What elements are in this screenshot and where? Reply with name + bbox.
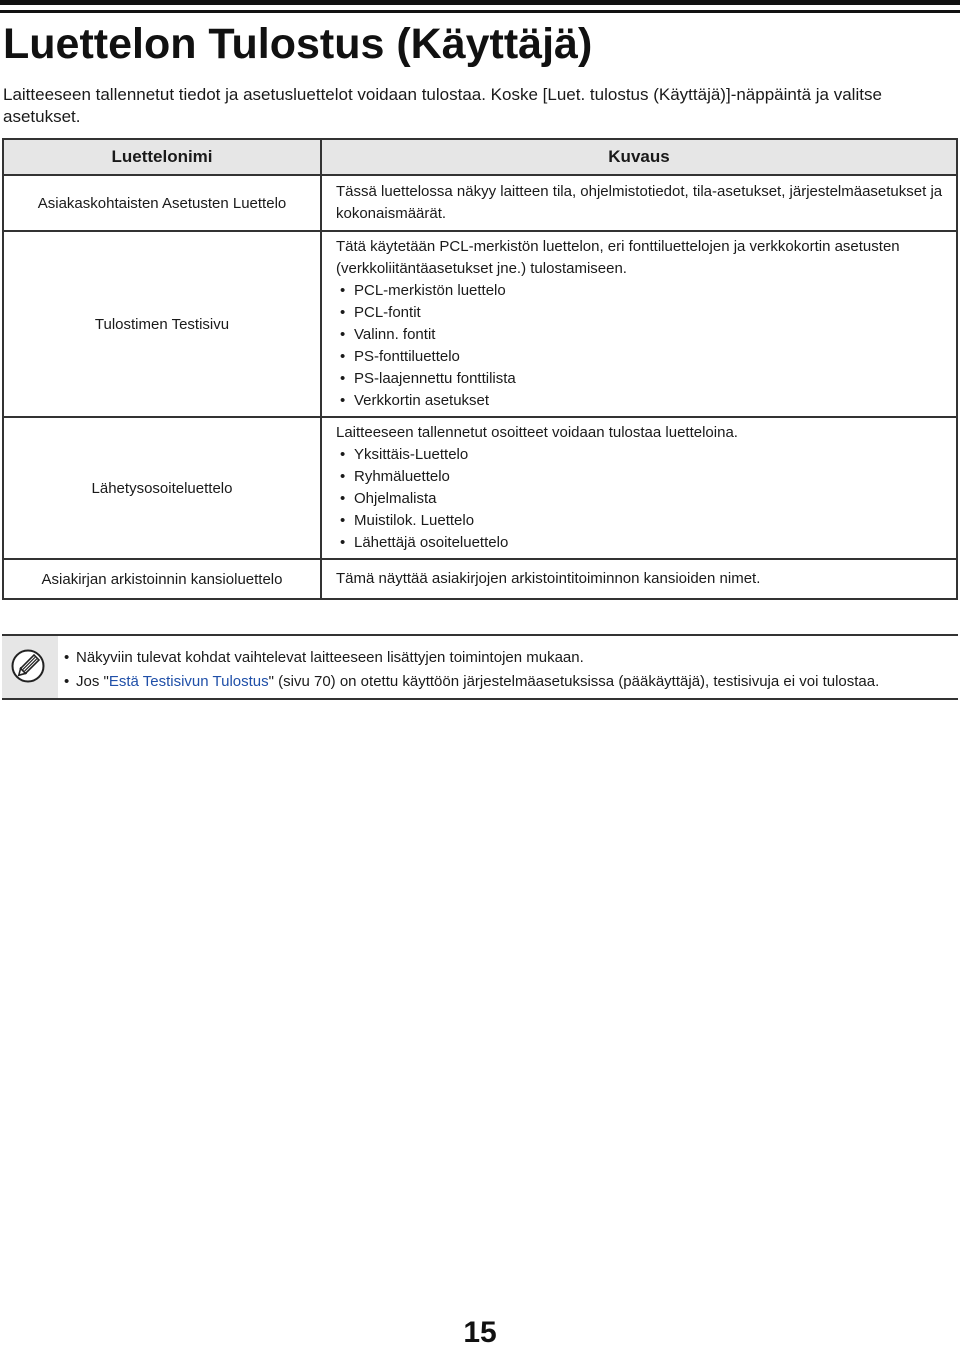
list-item: • Verkkortin asetukset: [336, 390, 950, 412]
list-table: [2, 138, 958, 600]
list-item: • Lähettäjä osoiteluettelo: [336, 532, 950, 554]
table-row: [3, 231, 957, 417]
list-item: • Valinn. fontit: [336, 324, 950, 346]
description-text: Tämä näyttää asiakirjojen arkistointitoiminnon kansioiden nimet.: [336, 570, 761, 587]
list-name-cell: Tulostimen Testisivu: [3, 231, 321, 417]
bullet-list: [336, 444, 950, 554]
note-item: [64, 646, 956, 670]
column-header-name: Luettelonimi: [3, 139, 321, 175]
list-item: • Muistilok. Luettelo: [336, 510, 950, 532]
note-text-after: " (sivu 70) on otettu käyttöön järjestelmäasetuksissa (pääkäyttäjä), testisivuja ei voi tulostaa.: [268, 673, 880, 690]
note-list: [64, 646, 956, 694]
settings-link[interactable]: Estä Testisivun Tulostus: [108, 673, 269, 690]
list-item: • Ryhmäluettelo: [336, 466, 950, 488]
list-name-cell: Asiakaskohtaisten Asetusten Luettelo: [3, 175, 321, 231]
list-item: • PS-fonttiluettelo: [336, 346, 950, 368]
table-row: [3, 559, 957, 599]
description-cell: [321, 417, 957, 559]
bullet-list: [336, 280, 950, 412]
table-row: [3, 175, 957, 231]
list-item: • PCL-fontit: [336, 302, 950, 324]
column-header-description: Kuvaus: [321, 139, 957, 175]
table-row: [3, 417, 957, 559]
list-item: • PCL-merkistön luettelo: [336, 280, 950, 302]
page-title: Luettelon Tulostus (Käyttäjä): [3, 20, 593, 68]
note-text: Näkyviin tulevat kohdat vaihtelevat laitteeseen lisättyjen toimintojen mukaan.: [76, 649, 584, 666]
description-cell: [321, 175, 957, 231]
description-text: Laitteeseen tallennetut osoitteet voidaan tulostaa luetteloina.: [336, 424, 738, 441]
page-number: 15: [463, 1316, 497, 1349]
list-item: • Yksittäis-Luettelo: [336, 444, 950, 466]
note-icon-area: [2, 636, 58, 698]
pencil-note-icon: [11, 649, 45, 683]
description-cell: [321, 231, 957, 417]
note-item: [64, 670, 956, 694]
description-text: Tässä luettelossa näkyy laitteen tila, ohjelmistotiedot, tila-asetukset, järjestelmäasetukset ja kokonaismäärät.: [336, 183, 943, 222]
list-item: • Ohjelmalista: [336, 488, 950, 510]
intro-paragraph: Laitteeseen tallennetut tiedot ja asetusluettelot voidaan tulostaa. Koske [Luet. tulostus (Käyttäjä)]-näppäintä ja valitse asetukset.: [3, 85, 882, 126]
list-name-cell: Lähetysosoiteluettelo: [3, 417, 321, 559]
note-box: [2, 634, 958, 700]
description-text: Tätä käytetään PCL-merkistön luettelon, eri fonttiluettelojen ja verkkokortin asetusten (verkkoliitäntäasetukset jne.) tulostamiseen.: [336, 238, 900, 277]
list-item: • PS-laajennettu fonttilista: [336, 368, 950, 390]
note-text-before: Jos ": [76, 673, 109, 690]
description-cell: [321, 559, 957, 599]
list-name-cell: Asiakirjan arkistoinnin kansioluettelo: [3, 559, 321, 599]
top-rule: [0, 0, 960, 13]
